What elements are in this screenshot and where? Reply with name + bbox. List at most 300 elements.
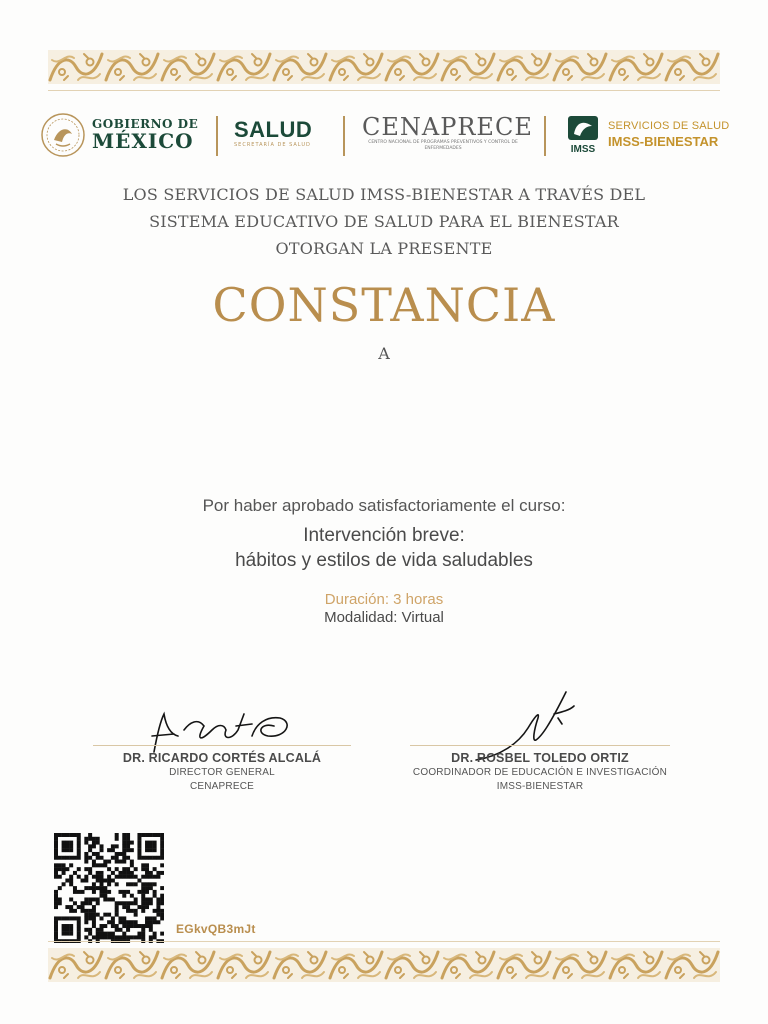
qr-module [137, 856, 141, 860]
qr-module [54, 920, 58, 924]
qr-module [100, 863, 104, 867]
qr-module [58, 886, 62, 890]
qr-module [156, 905, 160, 909]
qr-module [107, 848, 111, 852]
qr-module [107, 913, 111, 917]
qr-module [118, 935, 122, 939]
qr-module [118, 928, 122, 932]
qr-module [84, 879, 88, 883]
qr-module [54, 890, 58, 894]
qr-module [62, 863, 66, 867]
qr-module [77, 916, 81, 920]
qr-module [88, 913, 92, 917]
qr-module [100, 844, 104, 848]
qr-module [122, 932, 126, 936]
qr-module [54, 871, 58, 875]
institution-logos [38, 108, 730, 160]
qr-module [107, 897, 111, 901]
qr-module [134, 867, 138, 871]
imss-line1: SERVICIOS DE SALUD [608, 120, 730, 132]
qr-module [122, 916, 126, 920]
qr-module [100, 935, 104, 939]
qr-module [137, 848, 141, 852]
gobierno-line2: MÉXICO [92, 129, 194, 153]
qr-module [54, 897, 58, 901]
qr-module [145, 920, 149, 924]
qr-module [153, 844, 157, 848]
qr-module [62, 924, 66, 928]
imss-eagle-icon [566, 114, 600, 154]
qr-module [100, 875, 104, 879]
qr-module [54, 833, 58, 837]
qr-module [84, 841, 88, 845]
qr-module [160, 837, 164, 841]
qr-module [126, 909, 130, 913]
qr-module [145, 848, 149, 852]
signatory-org: IMSS-BIENESTAR [496, 781, 584, 792]
qr-module [126, 901, 130, 905]
qr-module [149, 924, 153, 928]
qr-module [100, 856, 104, 860]
qr-module [149, 920, 153, 924]
qr-module [126, 856, 130, 860]
logo-separator [544, 116, 546, 156]
qr-module [84, 916, 88, 920]
signatory-role: COORDINADOR DE EDUCACIÓN E INVESTIGACIÓN [412, 767, 668, 778]
qr-module [122, 875, 126, 879]
qr-module [156, 856, 160, 860]
qr-module [62, 856, 66, 860]
qr-module [141, 875, 145, 879]
qr-module [145, 875, 149, 879]
qr-module [62, 882, 66, 886]
signature-line [410, 745, 670, 746]
qr-module [126, 924, 130, 928]
gobierno-line1: GOBIERNO DE [92, 117, 199, 131]
issuer-line2: SISTEMA EDUCATIVO DE SALUD PARA EL BIENESTAR [149, 212, 619, 231]
signature-block-left [93, 745, 351, 793]
qr-module [153, 916, 157, 920]
qr-module [92, 935, 96, 939]
qr-module [160, 897, 164, 901]
signatory-name: DR. RICARDO CORTÉS ALCALÁ [122, 751, 322, 765]
qr-module [107, 879, 111, 883]
qr-module [84, 875, 88, 879]
qr-module [96, 928, 100, 932]
qr-module [145, 882, 149, 886]
qr-module [77, 928, 81, 932]
qr-module [149, 897, 153, 901]
qr-module [145, 901, 149, 905]
qr-module [103, 924, 107, 928]
qr-module [69, 879, 73, 883]
qr-module [153, 935, 157, 939]
qr-module [92, 882, 96, 886]
qr-module [126, 882, 130, 886]
qr-module [153, 856, 157, 860]
qr-module [77, 833, 81, 837]
qr-module [156, 920, 160, 924]
qr-module [111, 924, 115, 928]
qr-module [88, 901, 92, 905]
qr-module [77, 867, 81, 871]
qr-module [84, 901, 88, 905]
qr-module [62, 932, 66, 936]
qr-module [149, 871, 153, 875]
qr-module [153, 932, 157, 936]
qr-module [54, 894, 58, 898]
qr-module [84, 909, 88, 913]
qr-module [88, 867, 92, 871]
qr-module [54, 863, 58, 867]
qr-module [103, 932, 107, 936]
qr-module [149, 886, 153, 890]
qr-module [149, 841, 153, 845]
qr-module [58, 875, 62, 879]
qr-module [58, 901, 62, 905]
divider-bottom [48, 941, 720, 942]
qr-module [111, 916, 115, 920]
qr-module [149, 916, 153, 920]
qr-module [96, 863, 100, 867]
qr-module [84, 897, 88, 901]
qr-module [103, 894, 107, 898]
qr-module [54, 837, 58, 841]
qr-module [145, 886, 149, 890]
qr-module [126, 920, 130, 924]
qr-module [77, 905, 81, 909]
qr-module [84, 928, 88, 932]
qr-module [81, 905, 85, 909]
qr-module [134, 909, 138, 913]
qr-module [115, 901, 119, 905]
qr-module [141, 894, 145, 898]
qr-module [130, 841, 134, 845]
qr-module [134, 924, 138, 928]
qr-module [54, 852, 58, 856]
qr-module [65, 841, 69, 845]
qr-module [160, 913, 164, 917]
qr-module [141, 882, 145, 886]
qr-module [88, 871, 92, 875]
qr-module [65, 879, 69, 883]
qr-module [115, 935, 119, 939]
qr-module [73, 901, 77, 905]
qr-module [96, 913, 100, 917]
qr-module [107, 860, 111, 864]
qr-module [122, 844, 126, 848]
course-line2: hábitos y estilos de vida saludables [235, 550, 533, 571]
qr-module [153, 833, 157, 837]
qr-module [115, 905, 119, 909]
qr-module [160, 841, 164, 845]
qr-module [115, 928, 119, 932]
signature-block-right [410, 745, 670, 793]
qr-module [137, 935, 141, 939]
qr-module [77, 837, 81, 841]
qr-module [100, 882, 104, 886]
qr-module [54, 848, 58, 852]
course-name [0, 523, 768, 573]
decorative-band-top [48, 50, 720, 84]
qr-module [54, 905, 58, 909]
qr-module [160, 844, 164, 848]
qr-module [84, 886, 88, 890]
signatory-name: DR. ROSBEL TOLEDO ORTIZ [451, 751, 629, 765]
imss-mark: IMSS [570, 144, 596, 154]
qr-module [100, 871, 104, 875]
qr-module [96, 935, 100, 939]
qr-module [122, 920, 126, 924]
qr-module [69, 833, 73, 837]
qr-module [65, 867, 69, 871]
qr-module [54, 841, 58, 845]
qr-module [160, 916, 164, 920]
qr-module [122, 852, 126, 856]
qr-module [145, 890, 149, 894]
qr-module [88, 916, 92, 920]
qr-module [145, 833, 149, 837]
qr-module [111, 844, 115, 848]
qr-module [115, 844, 119, 848]
qr-module [103, 860, 107, 864]
qr-module [130, 935, 134, 939]
qr-module [122, 905, 126, 909]
qr-module [141, 905, 145, 909]
qr-module [96, 852, 100, 856]
qr-module [111, 920, 115, 924]
qr-module [137, 833, 141, 837]
qr-module [69, 875, 73, 879]
qr-module [149, 848, 153, 852]
decorative-band-bottom [48, 948, 720, 982]
qr-module [153, 867, 157, 871]
qr-module [141, 909, 145, 913]
qr-module [81, 901, 85, 905]
qr-module [153, 890, 157, 894]
qr-module [62, 867, 66, 871]
qr-module [54, 935, 58, 939]
qr-module [137, 852, 141, 856]
qr-module [58, 856, 62, 860]
qr-module [149, 875, 153, 879]
qr-module [69, 844, 73, 848]
qr-module [126, 867, 130, 871]
qr-module [69, 928, 73, 932]
qr-module [145, 844, 149, 848]
qr-module [118, 890, 122, 894]
qr-module [73, 871, 77, 875]
qr-module [88, 856, 92, 860]
qr-module [130, 863, 134, 867]
qr-module [134, 901, 138, 905]
qr-module [160, 932, 164, 936]
qr-module [65, 844, 69, 848]
qr-module [111, 848, 115, 852]
qr-module [65, 856, 69, 860]
qr-module [149, 901, 153, 905]
qr-module [122, 833, 126, 837]
qr-module [73, 909, 77, 913]
qr-module [88, 848, 92, 852]
qr-module [111, 871, 115, 875]
qr-module [149, 856, 153, 860]
qr-module [122, 924, 126, 928]
qr-module [141, 886, 145, 890]
qr-module [130, 860, 134, 864]
qr-module [115, 837, 119, 841]
qr-module [160, 909, 164, 913]
qr-module [88, 833, 92, 837]
qr-module [107, 882, 111, 886]
qr-module [137, 844, 141, 848]
qr-module [103, 886, 107, 890]
qr-module [65, 916, 69, 920]
qr-module [88, 928, 92, 932]
qr-module [122, 841, 126, 845]
qr-module [77, 920, 81, 924]
qr-module [69, 924, 73, 928]
qr-module [130, 901, 134, 905]
qr-module [84, 867, 88, 871]
qr-module [96, 871, 100, 875]
qr-module [122, 894, 126, 898]
qr-module [92, 863, 96, 867]
qr-module [103, 935, 107, 939]
issuer-line3: OTORGAN LA PRESENTE [275, 239, 493, 258]
qr-module [126, 935, 130, 939]
qr-module [100, 916, 104, 920]
qr-module [88, 932, 92, 936]
qr-module [160, 863, 164, 867]
course-modality: Modalidad: Virtual [324, 609, 444, 626]
qr-module [69, 916, 73, 920]
signatory-role: DIRECTOR GENERAL [169, 767, 275, 778]
salud-subtitle: SECRETARÍA DE SALUD [234, 142, 311, 148]
qr-module [100, 928, 104, 932]
cenaprece-subtitle: CENTRO NACIONAL DE PROGRAMAS PREVENTIVOS Y CONTROL DE ENFERMEDADES [368, 140, 518, 151]
qr-module [111, 856, 115, 860]
qr-module [58, 897, 62, 901]
qr-module [96, 837, 100, 841]
qr-module [156, 833, 160, 837]
signature-line [93, 745, 351, 746]
qr-module [84, 852, 88, 856]
cenaprece-title: CENAPRECE [362, 113, 533, 141]
qr-module [153, 882, 157, 886]
qr-module [160, 852, 164, 856]
qr-module [65, 924, 69, 928]
qr-module [77, 848, 81, 852]
qr-module [103, 897, 107, 901]
qr-module [115, 875, 119, 879]
qr-module [92, 852, 96, 856]
qr-module [77, 890, 81, 894]
qr-module [156, 871, 160, 875]
cenaprece-logo [362, 114, 532, 166]
qr-module [96, 875, 100, 879]
qr-module [160, 856, 164, 860]
qr-module [103, 890, 107, 894]
qr-module [145, 841, 149, 845]
qr-module [96, 897, 100, 901]
qr-module [103, 913, 107, 917]
qr-module [58, 833, 62, 837]
qr-module [137, 924, 141, 928]
qr-module [81, 890, 85, 894]
qr-module [69, 841, 73, 845]
qr-module [65, 833, 69, 837]
qr-module [126, 837, 130, 841]
qr-module [160, 901, 164, 905]
qr-module [107, 867, 111, 871]
qr-module [141, 856, 145, 860]
qr-module [84, 913, 88, 917]
qr-module [145, 897, 149, 901]
qr-module [96, 856, 100, 860]
qr-module [141, 867, 145, 871]
qr-module [156, 897, 160, 901]
qr-module [84, 856, 88, 860]
qr-module [130, 909, 134, 913]
qr-module [69, 909, 73, 913]
qr-module [122, 890, 126, 894]
qr-module [69, 848, 73, 852]
qr-module [115, 909, 119, 913]
qr-module [54, 856, 58, 860]
qr-code[interactable] [54, 833, 164, 943]
course-line1: Intervención breve: [303, 525, 465, 546]
qr-module [62, 844, 66, 848]
qr-module [103, 863, 107, 867]
qr-module [115, 860, 119, 864]
qr-module [58, 867, 62, 871]
qr-module [88, 897, 92, 901]
qr-module [137, 905, 141, 909]
qr-module [100, 924, 104, 928]
qr-module [73, 886, 77, 890]
qr-module [96, 879, 100, 883]
qr-module [92, 913, 96, 917]
qr-module [160, 894, 164, 898]
qr-module [134, 920, 138, 924]
qr-module [69, 863, 73, 867]
qr-module [115, 867, 119, 871]
qr-module [96, 886, 100, 890]
gobierno-logo-text [92, 117, 212, 169]
qr-module [149, 833, 153, 837]
qr-module [107, 875, 111, 879]
qr-module [126, 848, 130, 852]
qr-module [96, 841, 100, 845]
qr-module [156, 909, 160, 913]
qr-module [137, 841, 141, 845]
qr-module [145, 856, 149, 860]
qr-module [69, 882, 73, 886]
qr-module [92, 837, 96, 841]
qr-module [153, 848, 157, 852]
qr-module [118, 901, 122, 905]
ornament-pattern-top [48, 50, 720, 84]
qr-module [145, 924, 149, 928]
qr-module [62, 848, 66, 852]
signatory-org: CENAPRECE [189, 781, 255, 792]
qr-module [122, 867, 126, 871]
national-seal-icon [40, 112, 86, 158]
qr-module [92, 841, 96, 845]
qr-module [54, 844, 58, 848]
qr-module [77, 932, 81, 936]
